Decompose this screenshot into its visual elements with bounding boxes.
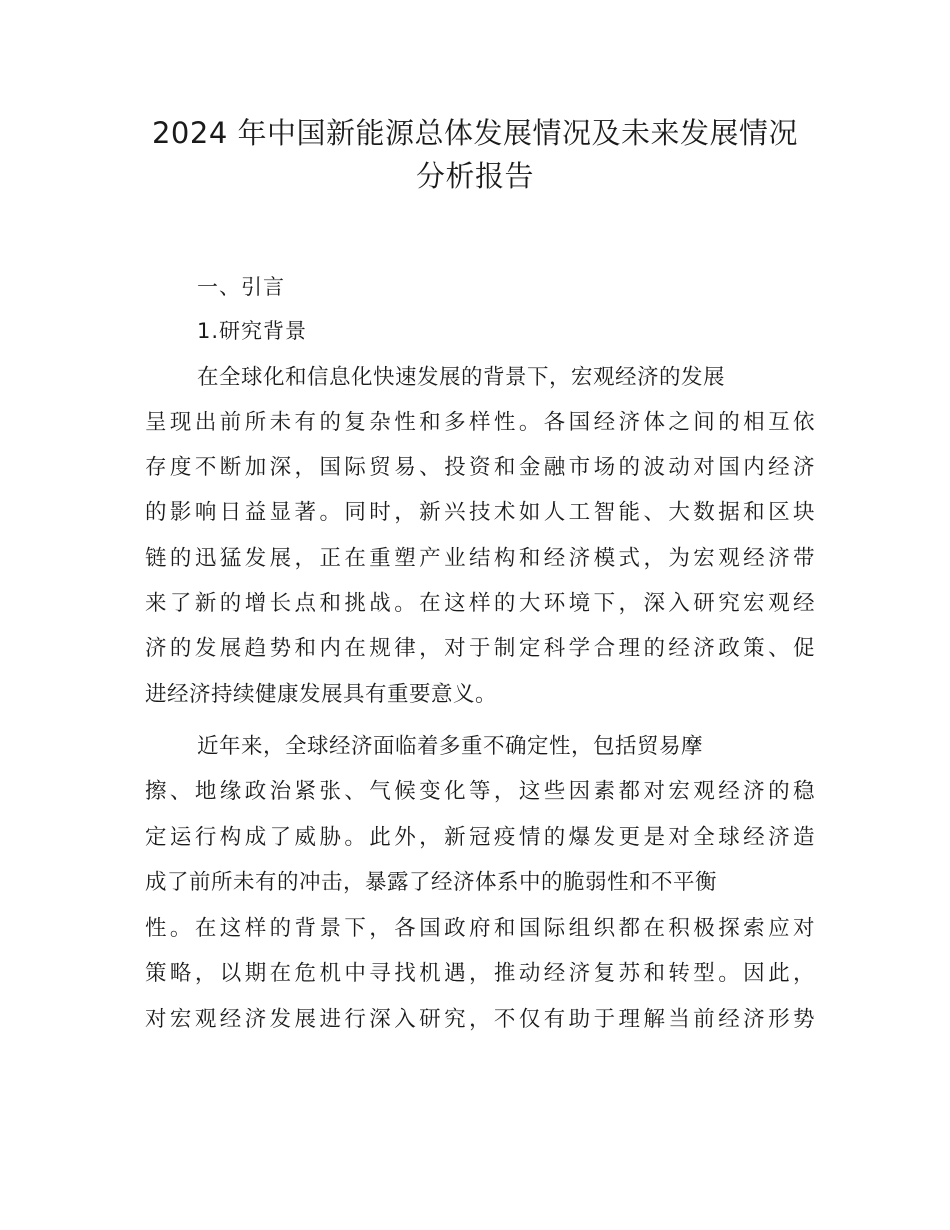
paragraph-1-line: 呈现出前所未有的复杂性和多样性。各国经济体之间的相互依 bbox=[145, 410, 815, 435]
paragraph-1-line: 链的迅猛发展，正在重塑产业结构和经济模式，为宏观经济带 bbox=[145, 546, 815, 571]
paragraph-1-line: 在全球化和信息化快速发展的背景下，宏观经济的发展 bbox=[197, 365, 726, 390]
paragraph-1-line: 济的发展趋势和内在规律，对于制定科学合理的经济政策、促 bbox=[145, 636, 815, 661]
paragraph-1-line: 来了新的增长点和挑战。在这样的大环境下，深入研究宏观经 bbox=[145, 591, 815, 616]
paragraph-1-line: 存度不断加深，国际贸易、投资和金融市场的波动对国内经济 bbox=[145, 455, 815, 480]
paragraph-1-line: 的影响日益显著。同时，新兴技术如人工智能、大数据和区块 bbox=[145, 500, 815, 525]
document-title-line-2: 分析报告 bbox=[415, 159, 534, 193]
subsection-heading: 1.研究背景 bbox=[197, 319, 308, 343]
paragraph-2-line: 性。在这样的背景下，各国政府和国际组织都在积极探索应对 bbox=[145, 916, 815, 941]
paragraph-2-line: 近年来，全球经济面临着多重不确定性，包括贸易摩 bbox=[197, 734, 704, 759]
paragraph-2-line: 定运行构成了威胁。此外，新冠疫情的爆发更是对全球经济造 bbox=[145, 825, 815, 850]
paragraph-1-line: 进经济持续健康发展具有重要意义。 bbox=[145, 682, 498, 707]
document-title-line-1: 2024 年中国新能源总体发展情况及未来发展情况 bbox=[151, 116, 799, 150]
paragraph-2-line: 擦、地缘政治紧张、气候变化等，这些因素都对宏观经济的稳 bbox=[145, 779, 815, 804]
paragraph-2-line: 对宏观经济发展进行深入研究，不仅有助于理解当前经济形势 bbox=[145, 1007, 815, 1032]
section-heading: 一、引言 bbox=[197, 275, 285, 299]
paragraph-2-line: 策略，以期在危机中寻找机遇，推动经济复苏和转型。因此， bbox=[145, 961, 815, 986]
paragraph-2-line: 成了前所未有的冲击，暴露了经济体系中的脆弱性和不平衡 bbox=[145, 870, 718, 895]
